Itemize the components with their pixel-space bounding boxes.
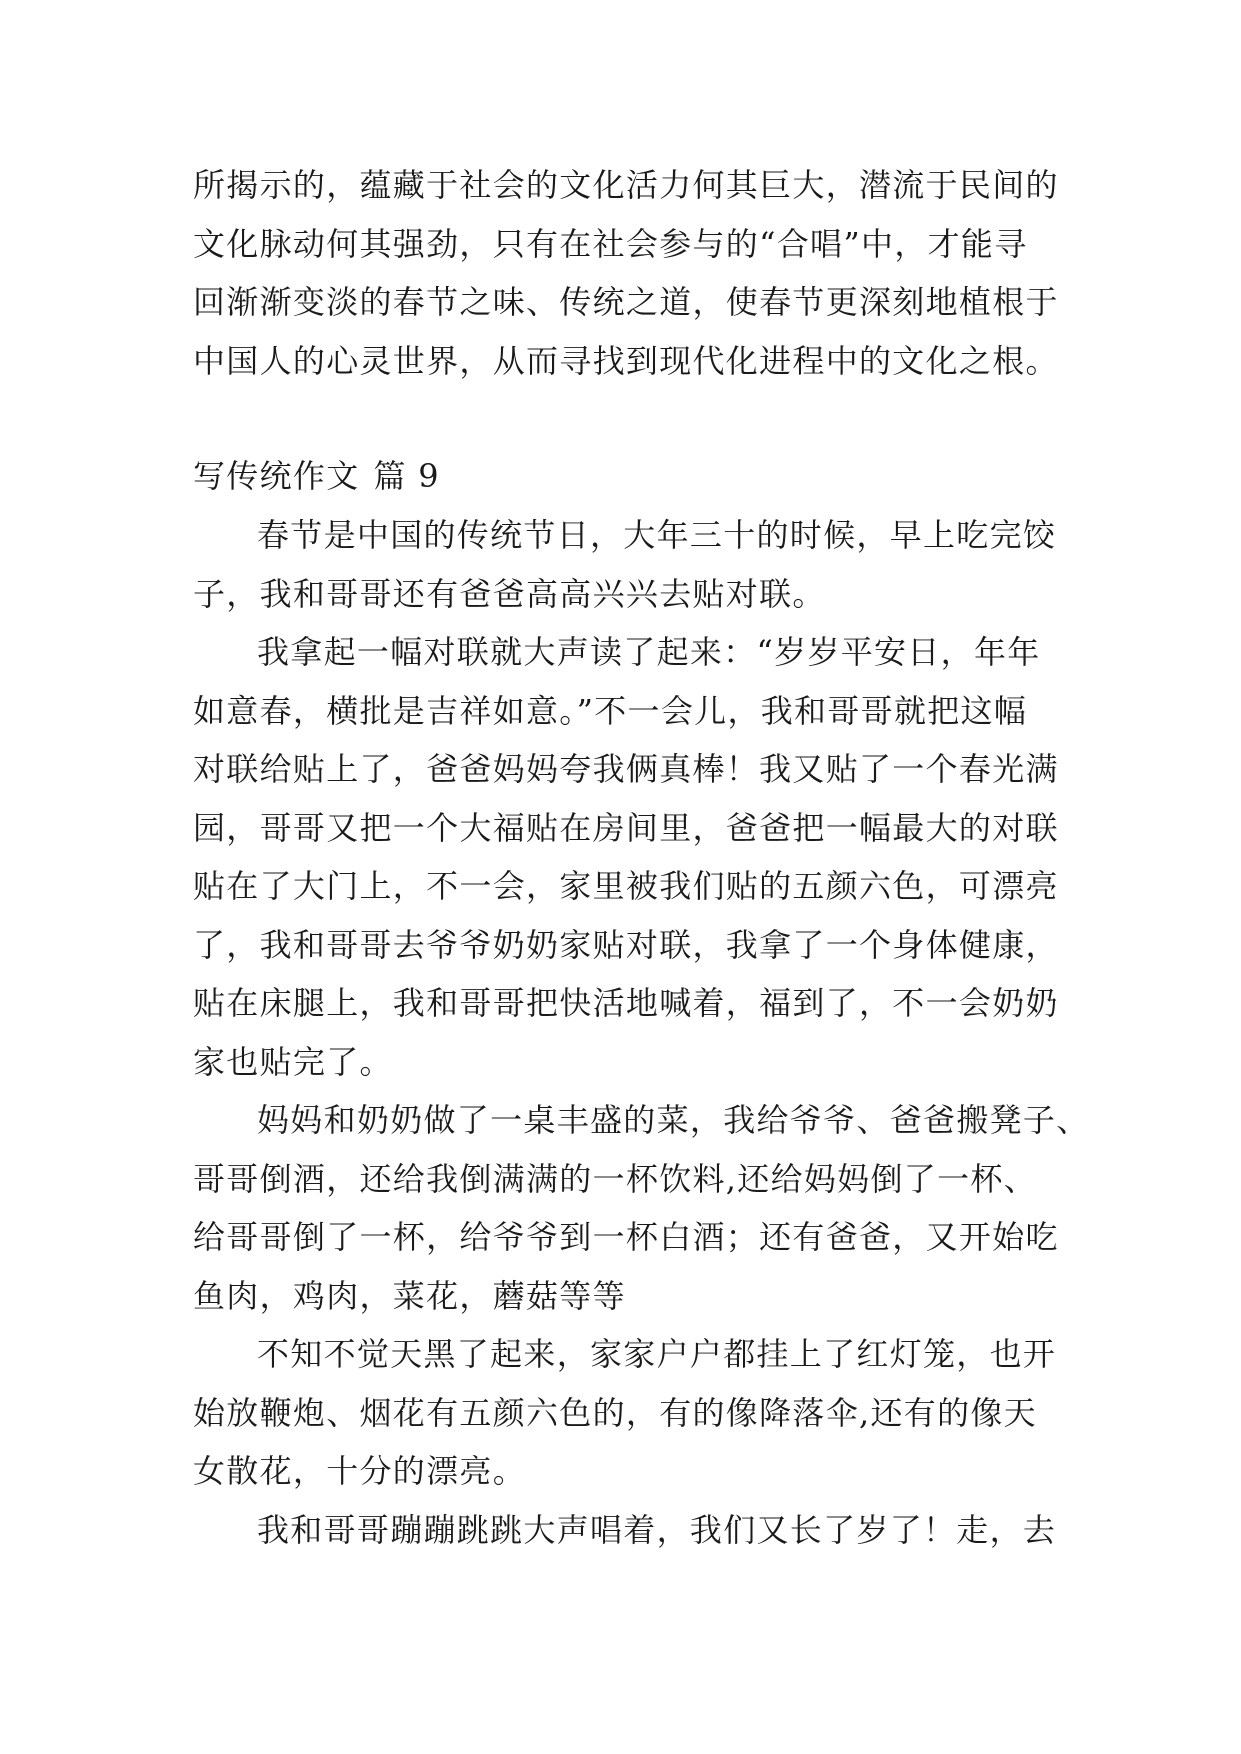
intro-paragraph [193,156,1059,390]
text-line: 回渐渐变淡的春节之味、传统之道，使春节更深刻地植根于 [193,283,1059,321]
section-heading-line [193,447,1053,505]
text-line: 贴在床腿上，我和哥哥把快活地喊着，福到了，不一会奶奶 [193,984,1059,1022]
text-line: 如意春，横批是吉祥如意。”不一会儿，我和哥哥就把这幅 [193,691,1028,730]
essay-body [193,506,1090,1559]
text-line: 中国人的心灵世界，从而寻找到现代化进程中的文化之根。 [193,341,1059,380]
paragraph-first-line: 妈妈和奶奶做了一桌丰盛的菜，我给爷爷、爸爸搬凳子、 [257,1101,1090,1139]
text-line: 鱼肉，鸡肉，菜花，蘑菇等等 [193,1276,626,1315]
section-heading [193,447,1053,505]
text-line: 文化脉动何其强劲，只有在社会参与的“合唱”中，才能寻 [193,224,1028,263]
text-line: 了，我和哥哥去爷爷奶奶家贴对联，我拿了一个身体健康， [193,925,1059,964]
section-number: 篇 9 [373,457,440,495]
text-line: 子，我和哥哥还有爸爸高高兴兴去贴对联。 [193,574,826,613]
text-line: 园，哥哥又把一个大福贴在房间里，爸爸把一幅最大的对联 [193,808,1059,847]
section-title: 写传统作文 [193,457,360,495]
text-line: 对联给贴上了，爸爸妈妈夸我俩真棒！我又贴了一个春光满 [193,750,1059,788]
text-line: 始放鞭炮、烟花有五颜六色的，有的像降落伞,还有的像天 [193,1393,1037,1432]
paragraph-first-line: 我和哥哥蹦蹦跳跳大声唱着，我们又长了岁了！走，去 [257,1510,1057,1549]
text-line: 家也贴完了。 [193,1042,393,1081]
text-line: 给哥哥倒了一杯，给爷爷到一杯白酒；还有爸爸，又开始吃 [193,1218,1059,1256]
paragraph-first-line: 我拿起一幅对联就大声读了起来：“岁岁平安日，年年 [257,633,1041,671]
text-line: 贴在了大门上，不一会，家里被我们贴的五颜六色，可漂亮 [193,867,1059,905]
paragraph-first-line: 春节是中国的传统节日，大年三十的时候，早上吃完饺 [257,516,1057,554]
text-line: 哥哥倒酒，还给我倒满满的一杯饮料,还给妈妈倒了一杯、 [193,1159,1037,1198]
text-line: 所揭示的，蕴藏于社会的文化活力何其巨大，潜流于民间的 [193,166,1059,204]
text-line: 女散花，十分的漂亮。 [193,1452,527,1490]
paragraph-first-line: 不知不觉天黑了起来，家家户户都挂上了红灯笼，也开 [257,1335,1057,1373]
